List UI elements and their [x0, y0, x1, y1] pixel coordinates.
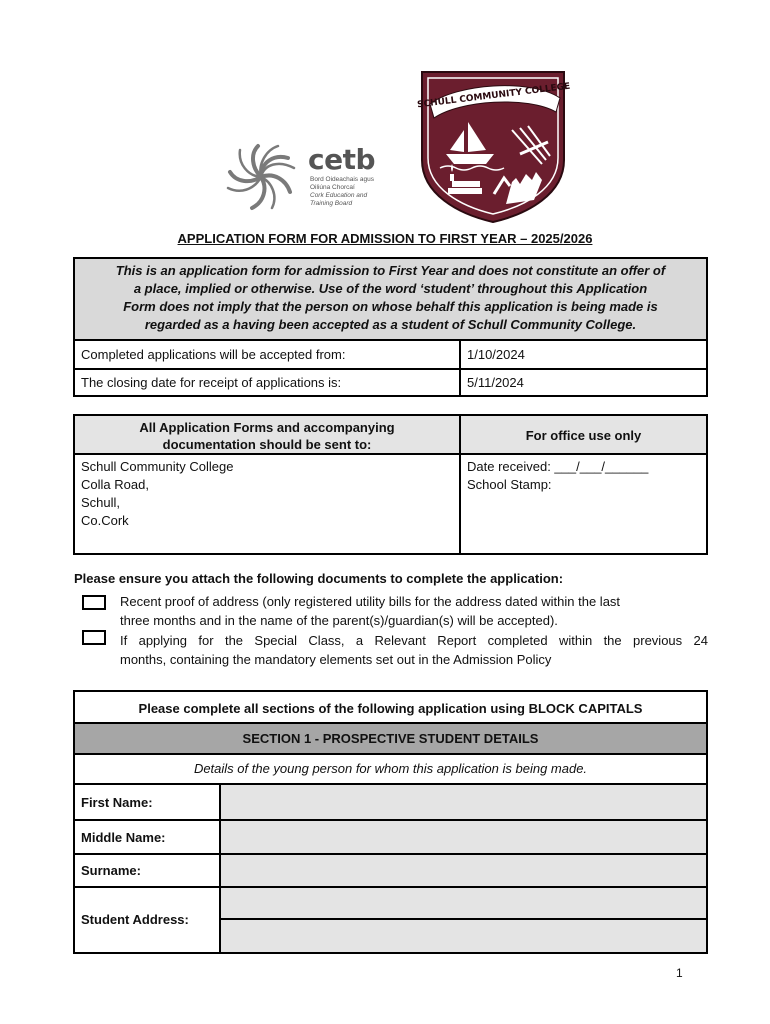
cetb-subtitle-line: Oiliúna Chorcaí — [310, 184, 355, 191]
cetb-subtitle-line: Bord Oideachais agus — [310, 176, 374, 183]
block-capitals-instruction: Please complete all sections of the following application using BLOCK CAPITALS — [138, 701, 643, 716]
doc-text-line: Recent proof of address (only registered utility bills for the address dated within the last — [120, 594, 621, 609]
application-table — [73, 690, 708, 954]
intro-notice-line: a place, implied or otherwise. Use of the word ‘student’ throughout this Application — [133, 281, 648, 296]
documents-heading: Please ensure you attach the following documents to complete the application: — [74, 571, 564, 586]
page-number: 1 — [676, 966, 683, 980]
student-address-label: Student Address: — [81, 912, 189, 927]
proof-of-address-text — [120, 592, 708, 630]
cetb-logo — [224, 142, 394, 212]
address-line-2-input[interactable] — [221, 920, 706, 952]
cetb-wordmark: cetb — [308, 143, 376, 176]
first-name-label: First Name: — [81, 795, 153, 810]
school-stamp-field: School Stamp: — [467, 477, 552, 492]
accepted-from-date: 1/10/2024 — [467, 347, 525, 362]
doc-text-line: months, containing the mandatory elements set out in the Admission Policy — [120, 652, 552, 667]
cetb-swirl-icon — [224, 142, 298, 212]
first-name-input[interactable] — [221, 785, 706, 819]
crest-banner-text: SCHULL COMMUNITY COLLEGE — [416, 81, 570, 111]
surname-input[interactable] — [221, 855, 706, 886]
form-title: APPLICATION FORM FOR ADMISSION TO FIRST YEAR – 2025/2026 — [177, 231, 593, 246]
school-address — [81, 458, 233, 530]
address-line: Schull, — [81, 495, 121, 510]
cetb-subtitle — [310, 176, 400, 208]
middle-name-input[interactable] — [221, 821, 706, 853]
section-1-subtitle: Details of the young person for whom this application is being made. — [193, 761, 588, 776]
intro-notice-line: This is an application form for admission to First Year and does not constitute an offer of — [115, 263, 666, 278]
send-to-header-line: All Application Forms and accompanying — [139, 420, 395, 435]
intro-notice-line: regarded as a having been accepted as a student of Schull Community College. — [144, 317, 637, 332]
dates-table — [73, 339, 708, 397]
intro-notice-line: Form does not imply that the person on whose behalf this application is being made is — [123, 299, 658, 314]
send-to-header — [75, 419, 459, 453]
cetb-subtitle-line: Cork Education and — [310, 192, 368, 199]
special-class-report-text — [120, 631, 708, 669]
proof-of-address-checkbox[interactable] — [82, 595, 106, 610]
address-line: Colla Road, — [81, 477, 149, 492]
surname-label: Surname: — [81, 863, 141, 878]
school-crest-logo — [416, 68, 570, 224]
middle-name-label: Middle Name: — [81, 830, 166, 845]
doc-text-line: If applying for the Special Class, a Relevant Report completed within the previous 24 — [120, 633, 708, 648]
office-use-fields — [467, 458, 648, 494]
date-received-field[interactable]: Date received: ___/___/______ — [467, 459, 649, 474]
closing-date-value: 5/11/2024 — [467, 375, 524, 390]
accepted-from-label: Completed applications will be accepted from: — [81, 347, 346, 362]
send-to-header-line: documentation should be sent to: — [162, 437, 372, 452]
submission-table — [73, 414, 708, 555]
closing-date-label: The closing date for receipt of applications is: — [81, 375, 342, 390]
cetb-subtitle-line: Training Board — [310, 200, 353, 207]
intro-notice — [73, 257, 708, 341]
section-1-title: SECTION 1 - PROSPECTIVE STUDENT DETAILS — [242, 731, 539, 746]
address-line: Schull Community College — [81, 459, 234, 474]
address-line-1-input[interactable] — [221, 888, 706, 918]
special-class-report-checkbox[interactable] — [82, 630, 106, 645]
doc-text-line: three months and in the name of the parent(s)/guardian(s) will be accepted). — [120, 613, 558, 628]
office-use-header: For office use only — [525, 428, 642, 443]
address-line: Co.Cork — [81, 513, 129, 528]
